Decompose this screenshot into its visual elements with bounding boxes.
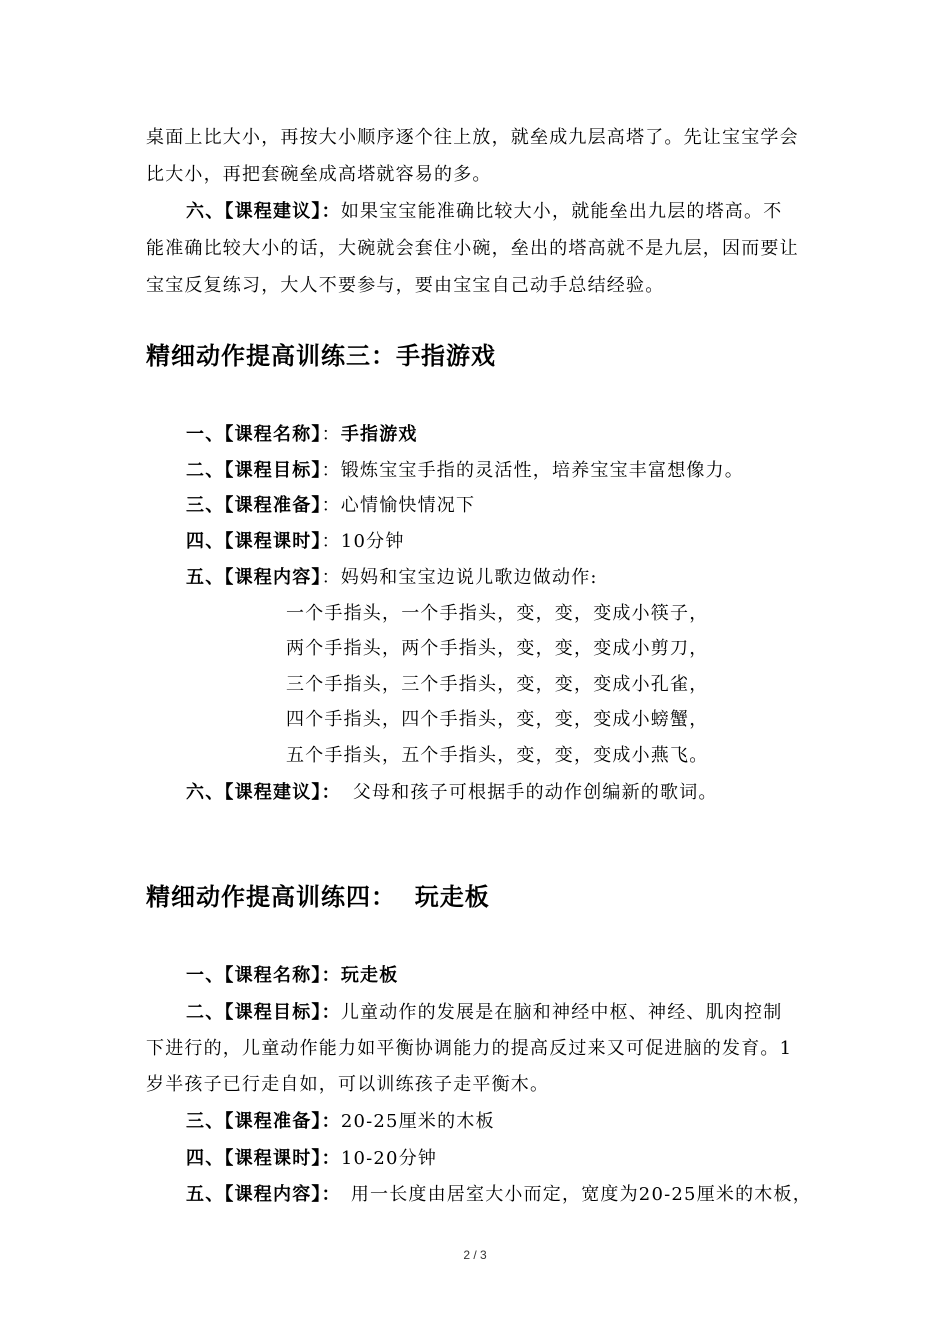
intro-suggest-line-1 bbox=[186, 200, 782, 224]
section4-goal-line-1 bbox=[186, 1001, 782, 1025]
section4-course-prep bbox=[186, 1110, 495, 1134]
section3-name-value: 手指游戏 bbox=[340, 424, 418, 445]
section3-goal-label: 二、【课程目标】 bbox=[186, 460, 322, 481]
section3-course-suggest bbox=[186, 781, 718, 805]
section4-prep-value: 20-25厘米的木板 bbox=[340, 1111, 495, 1132]
section4-time-label: 四、【课程课时】： bbox=[186, 1148, 341, 1169]
section4-course-time bbox=[186, 1147, 437, 1171]
section3-suggest-value: 父母和孩子可根据手的动作创编新的歌词。 bbox=[352, 782, 718, 803]
section4-content-label: 五、【课程内容】： bbox=[186, 1184, 341, 1205]
intro-suggest-label: 六、【课程建议】： bbox=[186, 201, 341, 222]
section3-content-label: 五、【课程内容】 bbox=[186, 567, 322, 588]
section3-course-prep bbox=[186, 494, 475, 518]
section3-time-value: ：10分钟 bbox=[321, 531, 405, 552]
section4-goal-text-1: 儿童动作的发展是在脑和神经中枢、神经、肌肉控制 bbox=[340, 1002, 783, 1023]
section3-time-label: 四、【课程课时】 bbox=[186, 531, 322, 552]
page-number: 2 / 3 bbox=[463, 1248, 487, 1262]
section3-course-time bbox=[186, 530, 405, 554]
section4-heading: 精细动作提高训练四： 玩走板 bbox=[146, 882, 490, 911]
section4-content-value: 用一长度由居室大小而定，宽度为20-25厘米的木板， bbox=[350, 1184, 812, 1205]
section3-heading: 精细动作提高训练三：手指游戏 bbox=[146, 341, 496, 370]
intro-suggest-text-1: 如果宝宝能准确比较大小，就能垒出九层的塔高。不 bbox=[340, 201, 783, 222]
section3-prep-value: ：心情愉快情况下 bbox=[321, 495, 476, 516]
section4-goal-line-3: 岁半孩子已行走自如，可以训练孩子走平衡木。 bbox=[146, 1074, 550, 1095]
section4-prep-label: 三、【课程准备】： bbox=[186, 1111, 341, 1132]
rhyme-line-3: 三个手指头，三个手指头，变，变，变成小孔雀， bbox=[286, 674, 709, 695]
section3-course-name bbox=[186, 423, 418, 447]
rhyme-line-5: 五个手指头，五个手指头，变，变，变成小燕飞。 bbox=[286, 745, 709, 766]
section4-goal-line-2: 下进行的，儿童动作能力如平衡协调能力的提高反过来又可促进脑的发育。1 bbox=[146, 1038, 793, 1059]
section4-time-value: 10-20分钟 bbox=[340, 1148, 438, 1169]
rhyme-line-2: 两个手指头，两个手指头，变，变，变成小剪刀， bbox=[286, 638, 709, 659]
intro-line-1: 桌面上比大小，再按大小顺序逐个往上放，就垒成九层高塔了。先让宝宝学会 bbox=[146, 127, 799, 148]
section4-name-label: 一、【课程名称】： bbox=[186, 965, 341, 986]
section3-name-label: 一、【课程名称】 bbox=[186, 424, 322, 445]
rhyme-line-4: 四个手指头，四个手指头，变，变，变成小螃蟹， bbox=[286, 709, 709, 730]
section4-course-name bbox=[186, 964, 398, 988]
intro-suggest-line-3: 宝宝反复练习，大人不要参与，要由宝宝自己动手总结经验。 bbox=[146, 275, 665, 296]
rhyme-line-1: 一个手指头，一个手指头，变，变，变成小筷子， bbox=[286, 603, 709, 624]
section3-content-value: ：妈妈和宝宝边说儿歌边做动作: bbox=[321, 567, 598, 588]
section3-prep-label: 三、【课程准备】 bbox=[186, 495, 322, 516]
section3-suggest-label: 六、【课程建议】： bbox=[186, 782, 341, 803]
section3-goal-value: ：锻炼宝宝手指的灵活性，培养宝宝丰富想像力。 bbox=[321, 460, 745, 481]
section3-name-sep: ： bbox=[321, 424, 341, 445]
intro-line-2: 比大小，再把套碗垒成高塔就容易的多。 bbox=[146, 164, 492, 185]
intro-suggest-line-2: 能准确比较大小的话，大碗就会套住小碗，垒出的塔高就不是九层，因而要让 bbox=[146, 238, 799, 259]
section4-course-content bbox=[186, 1183, 812, 1207]
section3-course-goal bbox=[186, 459, 744, 483]
section3-course-content bbox=[186, 566, 598, 590]
section4-name-value: 玩走板 bbox=[340, 965, 399, 986]
section4-goal-label: 二、【课程目标】： bbox=[186, 1002, 341, 1023]
